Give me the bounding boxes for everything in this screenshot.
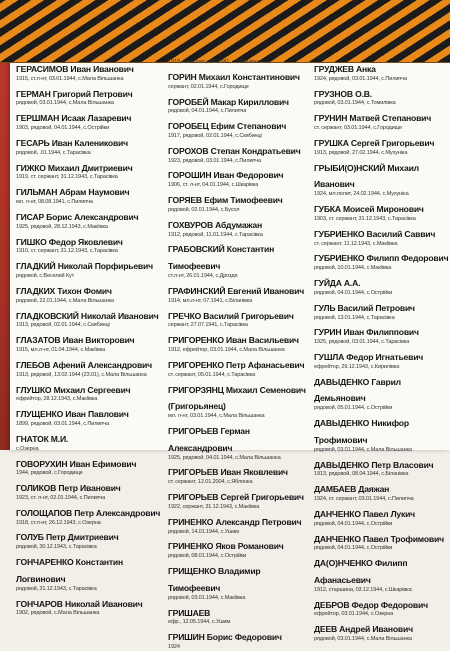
list-item (168, 381, 310, 420)
person-details: 1924, мл.полит, 24.02.1944, с.Мухуніка (314, 191, 409, 198)
person-details: рядовой, 03.01.1944, с.Макіївка (168, 594, 246, 601)
list-item (168, 191, 310, 214)
list-item (314, 159, 450, 198)
name-column-1 (16, 60, 164, 617)
person-name: ГУБРИЕНКО Филипп Федорович (314, 253, 449, 264)
person-name: ГРУДЖЕВ Анка (314, 64, 376, 74)
person-details: 1915, мл.л-нт, 01.04.1944, с.Макіївка (16, 347, 106, 354)
list-item (168, 463, 310, 486)
person-details: сержант, 02.01.1944, с.Городище (168, 83, 249, 90)
person-details: рядовой, 04.01.1944, с.Острійки (314, 545, 393, 552)
person-details: 1903, ст. сержант, 31.12.1943, с.Тарасівка (314, 215, 416, 222)
list-item (168, 513, 310, 536)
person-details: 1903, рядовой, 04.01.1944, с.Острійки (16, 125, 109, 132)
person-details: 1917, рядовой, 02.01.1944, с.Скибинці (168, 132, 262, 139)
person-details: ст. сержант, 12.01.2004, с.Яблонка (168, 479, 253, 486)
person-name: ГРИГОРЕНКО Петр Афанасьевич (168, 359, 305, 370)
list-item (168, 93, 310, 116)
list-item (16, 183, 164, 206)
person-name: ГРИНЕНКО Яков Романович (168, 541, 284, 552)
list-item (168, 142, 310, 165)
list-item (16, 381, 164, 404)
person-details: рядовой, 10.01.1944, с.Макіївка (314, 265, 392, 272)
person-name: ГРИЩЕНКО Владимир Тимофеевич (168, 566, 261, 593)
list-item (16, 134, 164, 157)
person-name: ГЛУШКО Михаил Сергеевич (16, 384, 131, 395)
person-name: ГУЛЬ Василий Петрович (314, 302, 415, 313)
list-item (314, 596, 450, 619)
person-details: рядовой, 31.12.1943, с.Тарасівка (16, 585, 97, 592)
list-item (314, 134, 450, 157)
person-name: ГЛАДКИЙ Николай Порфирьевич (16, 261, 153, 272)
person-details: 1924, рядовой, 03.01.1944, с.Пилипча (314, 75, 407, 82)
list-item (16, 455, 164, 478)
person-details: 1913, рядовой, 27.02.1944, с.Мухуніка (314, 149, 408, 156)
person-name: ГИШКО Федор Яковлевич (16, 236, 123, 247)
person-details: с.Озерна (16, 445, 39, 452)
list-item (16, 85, 164, 108)
person-name: ГРИШИН Борис Федорович (168, 632, 282, 643)
person-name: ГЕРШМАН Исаак Лазаревич (16, 113, 132, 124)
person-details: 1910, ст. сержант, 31.12.1943, с.Тарасівка (16, 248, 118, 255)
person-name: ГОЛОЩАПОВ Петр Александрович (16, 507, 161, 518)
person-name: ГЕСАРЬ Иван Каленикович (16, 137, 128, 148)
person-details: рядовой, 08.01.1944, с.Острійки (168, 553, 247, 560)
person-name: ГНАТОК М.И. (16, 433, 69, 444)
list-item (16, 331, 164, 354)
person-name: ГЛЕБОВ Афений Александрович (16, 359, 152, 370)
person-details: рядовой, с.Веселий Кут (16, 273, 75, 280)
person-name: ДАНЧЕНКО Павел Трофимович (314, 533, 444, 544)
list-item (168, 117, 310, 140)
person-details: 1925, рядовой, 28.12.1943, с.Макіївка (16, 223, 108, 230)
person-details: рядовой, 22.01.1944, с.Мала Вільшанка (16, 297, 114, 304)
person-details: рядовой, 04.01.1944, с.Острійки (314, 520, 393, 527)
list-item (314, 225, 450, 248)
person-details: 1914, мл.л-нт, 07.1941, с.Біланівка (168, 297, 253, 304)
person-details: рядовой, .01.1944, с.Тарасівка (16, 149, 91, 156)
list-item (314, 373, 450, 412)
person-details: ст. сержант, 03.01.1944, с.Городище (314, 125, 402, 132)
person-name: ГИЖКО Михаил Дмитриевич (16, 162, 133, 173)
person-details: рядовой, 02.01.1944, с.Бусол (168, 206, 240, 213)
list-item (168, 356, 310, 379)
person-details: 1899, рядовой, 03.01.1944, с.Пилипча (16, 420, 109, 427)
person-name: ГРУНИН Матвей Степанович (314, 113, 432, 124)
person-name: ГОРОБЕЙ Макар Кириллович (168, 96, 289, 107)
person-details: 1925, рядовой, 04.01.1944, с.Мала Вільшанка (168, 454, 281, 461)
person-details: рядовой, 30.12.1943, с.Тарасівка (16, 544, 97, 551)
list-item (314, 456, 450, 479)
name-column-3 (314, 60, 450, 643)
list-item (16, 233, 164, 256)
list-item (16, 159, 164, 182)
list-item (314, 274, 450, 297)
person-name: ГРИГОРЗЯНЦ Михаил Семенович (Григорьянец) (168, 384, 306, 412)
person-details: 1915, ст.л-нт, 03.01.1944, с.Мала Вільшанка (16, 75, 124, 82)
person-name: ДАНЧЕНКО Павел Лукич (314, 508, 415, 519)
person-name: ДА(О)НЧЕНКО Филипп Афанасьевич (314, 558, 408, 585)
person-name: ГЛАДКИХ Тихон Фомич (16, 285, 112, 296)
list-item (168, 604, 310, 627)
list-item (168, 240, 310, 279)
list-item (168, 488, 310, 511)
person-name: ГУБКА Моисей Миронович (314, 204, 424, 215)
list-item (168, 282, 310, 305)
list-item (314, 554, 450, 593)
person-details: 1922, сержант, 31.12.1943, с.Макіївка (168, 503, 260, 510)
person-details: 1923, ст. л-нт, 02.01.1944, с.Пилипча (16, 494, 106, 501)
list-item (16, 595, 164, 618)
person-details: рядовой, 05.01.1944, с.Острійки (314, 405, 393, 412)
list-item (16, 282, 164, 305)
list-item (16, 109, 164, 132)
person-details: 1919, ст. сержант, 31.12.1943, с.Тарасівка (16, 174, 118, 181)
list-item (168, 166, 310, 189)
list-item (314, 323, 450, 346)
list-item (16, 430, 164, 453)
person-name: ГЕРМАН Григорий Петрович (16, 88, 133, 99)
person-name: ГЛАДКОВСКИЙ Николай Иванович (16, 310, 159, 321)
person-name: ГИСАР Борис Александрович (16, 211, 139, 222)
person-details: мл. л-нт, 03.01.1944, с.Мала Вільшанка (168, 413, 265, 420)
person-details: 1924 (168, 643, 180, 650)
person-details: ефрейтор, 03.01.1944, с.Озерна (314, 611, 394, 618)
person-name: ДЕБРОВ Федор Федорович (314, 599, 428, 610)
person-name: ГРУЗНОВ О.В. (314, 88, 372, 99)
person-name: ГЕРАСИМОВ Иван Иванович (16, 64, 134, 74)
person-name: ДАМБАЕВ Даяжан (314, 484, 390, 495)
list-item (168, 216, 310, 239)
list-item (314, 620, 450, 643)
person-details: мл. л-нт, 08.08.1941, с.Пилипча (16, 199, 93, 206)
person-name: ГУШЛА Федор Игнатьевич (314, 352, 424, 363)
list-item (168, 68, 310, 91)
person-details: рядовой, 04.01.1944, с.Пилипча (168, 108, 247, 115)
person-name: ГИЛЬМАН Абрам Наумович (16, 187, 130, 198)
person-name: ГРЕЧКО Василий Григорьевич (168, 310, 294, 321)
person-details: рядовой, 03.01.1944, с.Мала Вільшанка (314, 446, 412, 453)
book-spine (0, 0, 10, 450)
list-item (168, 562, 310, 601)
person-name: ГРИГОРЬЕВ Герман Александрович (168, 425, 250, 453)
person-details: ст. сержант, 11.12.1943, с.Макіївка (314, 240, 398, 247)
person-name: ДАВЫДЕНКО Никифор Трофимович (314, 418, 409, 445)
person-name: ГОРОБЕЦ Ефим Степанович (168, 121, 287, 132)
person-details: 1918, мл.полит., .07.1941, с.Біланівка (168, 59, 260, 65)
person-details: ефрейтор, 28.12.1943, с.Макіївка (16, 396, 98, 403)
list-item (314, 480, 450, 503)
person-name: ГРЫБИ(О)НСКИЙ Михаил Иванович (314, 162, 419, 190)
list-item (314, 109, 450, 132)
person-name: ДЕЕВ Андрей Иванович (314, 624, 413, 635)
person-details: рядовой, 03.01.1944, с.Мала Вільшанка (16, 100, 114, 107)
person-details: ст. сержант, 05.01.1944, с.Тарасівка (168, 371, 256, 378)
person-name: ГОРОШИН Иван Федорович (168, 170, 284, 181)
person-name: ГЛУЩЕНКО Иван Павлович (16, 409, 129, 420)
person-details: 1925, рядовой, 03.01.1944, с.Тарасівка (314, 339, 410, 346)
list-item (314, 249, 450, 272)
list-item (16, 60, 164, 83)
list-item (314, 505, 450, 528)
person-details: 1913, рядовой, 08.04.1944, с.Біланівка (314, 471, 409, 478)
person-details: рядовой, 03.01.1944, с.Томилівка (314, 100, 396, 107)
memorial-name-list (16, 59, 450, 650)
person-name: ГОРОХОВ Степан Кондратьевич (168, 145, 301, 156)
person-details: 1924, ст. сержант, 03.01.1944, с.Пилипча (314, 496, 414, 503)
person-details: 1912, старшина, 03.12.1944, с.Шкарівка (314, 586, 412, 593)
person-name: ГРИШАЕВ (168, 607, 211, 618)
person-details: 1944, рядовой, с.Городище (16, 470, 83, 477)
person-name: ГОНЧАРОВ Николай Иванович (16, 598, 143, 609)
person-name: ГОВОРУХИН Иван Ефимович (16, 458, 137, 469)
person-name: ГРАБОВСКИЙ Константин Тимофеевич (168, 244, 275, 272)
list-item (16, 208, 164, 231)
list-item (168, 331, 310, 354)
list-item (16, 307, 164, 330)
list-item (314, 200, 450, 223)
list-item (168, 307, 310, 330)
person-name: ГОРЯЕВ Ефим Тимофеевич (168, 195, 283, 206)
person-name: ГОЛИКОВ Петр Иванович (16, 483, 121, 494)
list-item (314, 60, 450, 83)
person-name: ДАВЫДЕНКО Гаврил Демьянович (314, 376, 401, 404)
person-name: ГРУШКА Сергей Григорьевич (314, 137, 435, 148)
person-details: рядовой, 13.01.1944, с.Тарасівка (314, 314, 395, 321)
person-details: 1906, ст. л-нт, 04.01.1944, с.Шкарівка (168, 182, 259, 189)
person-name: ГЛАЗАТОВ Иван Викторович (16, 335, 135, 346)
person-name: ГУРИН Иван Филиппович (314, 327, 419, 338)
person-name: ГУБРИЕНКО Василий Саввич (314, 228, 436, 239)
person-details: 1918, ст.л-нт, 26.12.1943, с.Озерна (16, 519, 101, 526)
person-details: 1913, рядовой, 13.02.1944 (23.01), с.Мала Вільшанка (16, 371, 147, 378)
person-name: ГРИНЕНКО Александр Петрович (168, 516, 302, 527)
list-item (168, 628, 310, 651)
list-item (314, 85, 450, 108)
list-item (314, 348, 450, 371)
list-item (16, 504, 164, 527)
list-item (168, 537, 310, 560)
person-name: ГРИГОРЬЕВ Сергей Григорьевич (168, 492, 304, 503)
list-item (168, 60, 310, 66)
list-item (16, 356, 164, 379)
person-details: ст.л-нт, 26.01.1944, с.Дроздя (168, 273, 238, 280)
person-details: 1902, рядовой, с.Мала Вільшанка (16, 610, 100, 617)
list-item (16, 257, 164, 280)
person-name: ГУЙДА А.А. (314, 278, 361, 289)
person-details: 1923, рядовой, 03.01.1944, с.Пилипча (168, 157, 261, 164)
list-item (16, 479, 164, 502)
list-item (16, 405, 164, 428)
person-name: ГОРИН Михаил Константинович (168, 71, 300, 82)
person-details: 1912, ефрейтор, 03.01.1944, с.Мала Вільшанка (168, 347, 285, 354)
person-details: ефр., 12.05.1944, с.Ушим (168, 619, 231, 626)
list-item (168, 422, 310, 461)
list-item (314, 530, 450, 553)
person-name: ГРИГОРЬЕВ Иван Яковлевич (168, 467, 288, 478)
person-details: рядовой, 03.01.1944, с.Мала Вільшанка (314, 636, 412, 643)
person-name: ГОЛУБ Петр Дмитриевич (16, 532, 119, 543)
person-details: сержант, 27.07.1941, с.Тарасівка (168, 322, 248, 329)
st-george-ribbon-banner (0, 0, 450, 63)
person-details: 1913, рядовой, 02.01.1944, с.Скибинці (16, 322, 110, 329)
person-details: ефрейтор, 29.12.1943, с.Кирилівка (314, 363, 400, 370)
person-name: ГРАФИНСКИЙ Евгений Иванович (168, 285, 304, 296)
list-item (314, 299, 450, 322)
person-name: ГОХВУРОВ Абдумажан (168, 219, 262, 230)
person-details: рядовой, 04.01.1944, с.Острійки (314, 289, 393, 296)
person-details: рядовой, 14.01.1944, с.Ушим (168, 528, 239, 535)
name-column-2 (168, 59, 310, 650)
list-item (314, 414, 450, 453)
person-name: ДАВЫДЕНКО Петр Власович (314, 459, 434, 470)
person-details: 1912, рядовой, 11.01.1944, с.Тарасівка (168, 231, 263, 238)
person-name: ГОНЧАРЕНКО Константин Логвинович (16, 557, 124, 584)
list-item (16, 528, 164, 551)
person-name: ГРИГОРЕНКО Иван Васильевич (168, 335, 299, 346)
list-item (16, 553, 164, 592)
